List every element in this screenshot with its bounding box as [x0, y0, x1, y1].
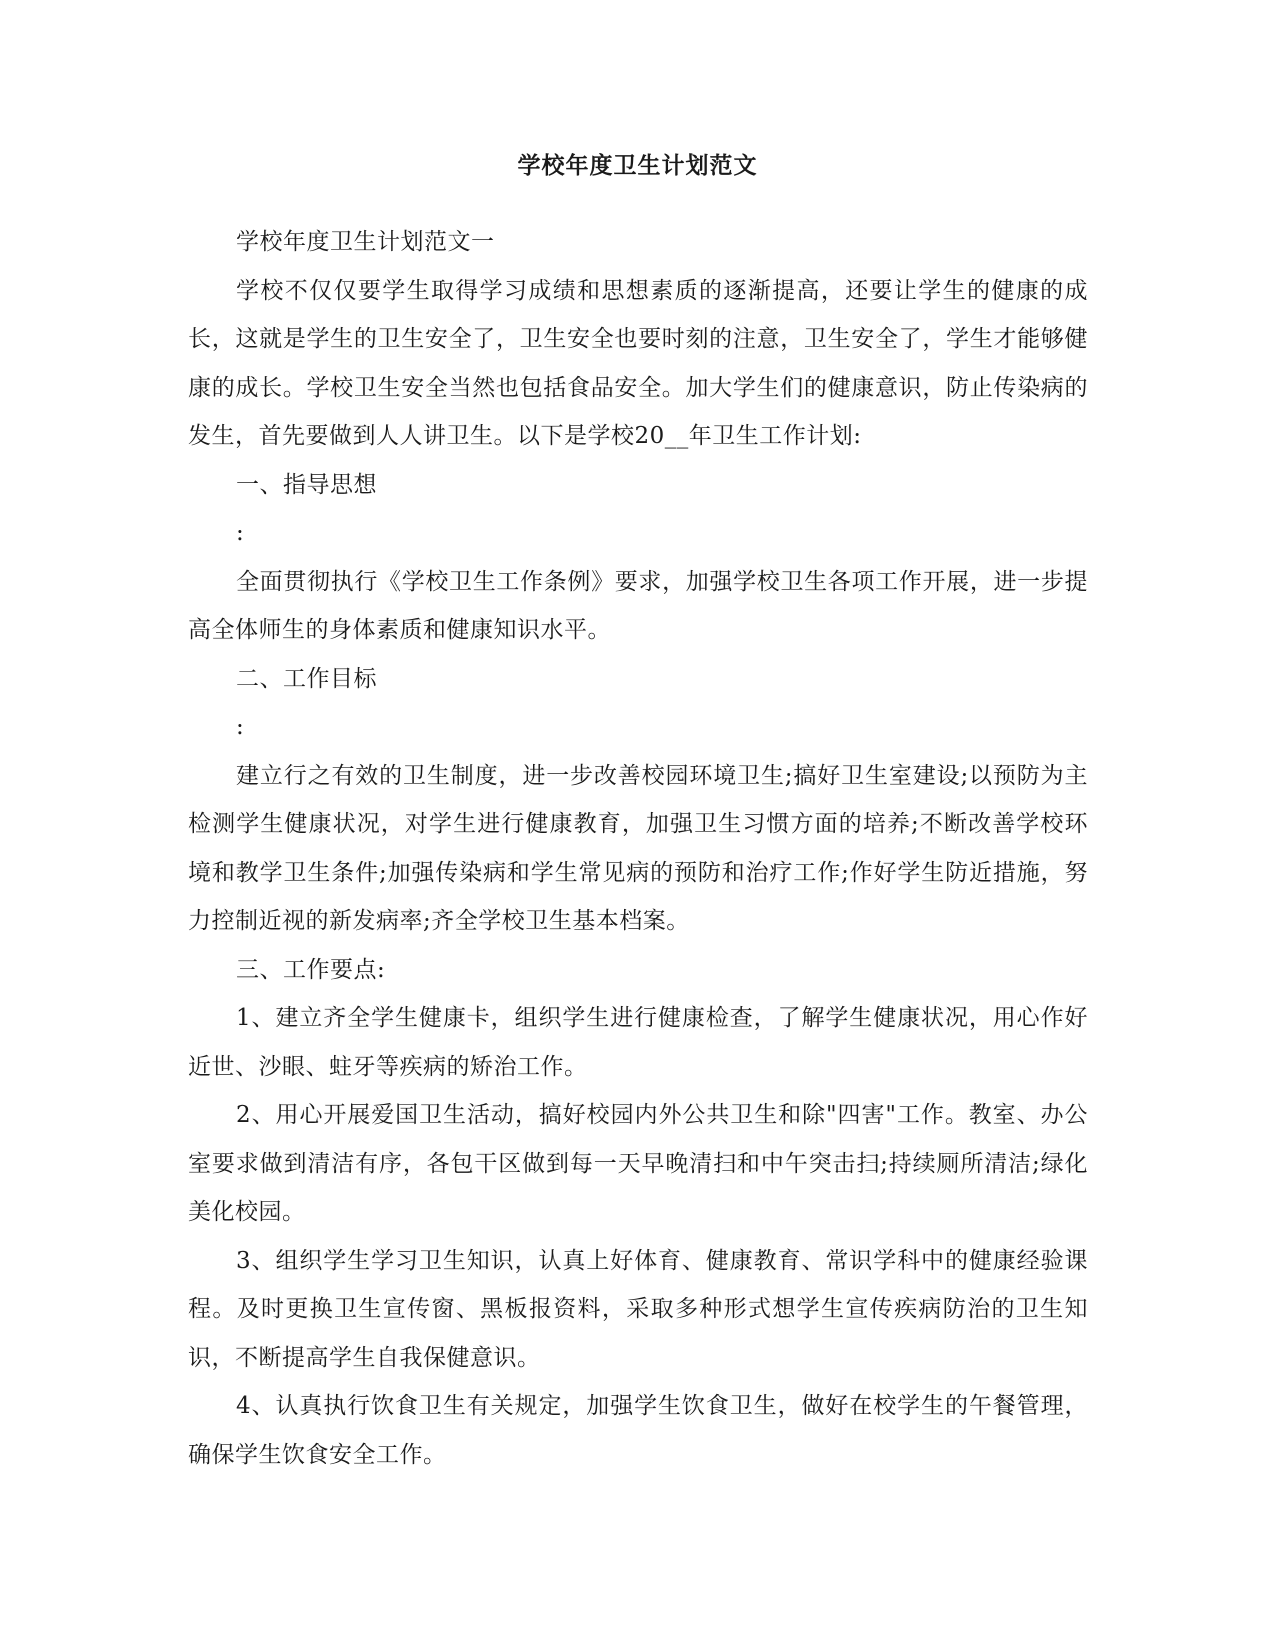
intro-paragraph: 学校不仅仅要学生取得学习成绩和思想素质的逐渐提高，还要让学生的健康的成长，这就是学生的卫生安全了，卫生安全也要时刻的注意，卫生安全了，学生才能够健康的成长。学校卫生安全当然也包括食品安全。加大学生们的健康意识，防止传染病的发生，首先要做到人人讲卫生。以下是学校20__年卫生工作计划:: [188, 277, 1088, 449]
work-goals-paragraph: 建立行之有效的卫生制度，进一步改善校园环境卫生;搞好卫生室建设;以预防为主检测学生健康状况，对学生进行健康教育，加强卫生习惯方面的培养;不断改善学校环境和教学卫生条件;加强传染病和学生常见病的预防和治疗工作;作好学生防近措施，努力控制近视的新发病率;齐全学校卫生基本档案。: [188, 762, 1088, 934]
document-title: 学校年度卫生计划范文: [517, 152, 758, 179]
colon-line: :: [236, 520, 244, 546]
heading-work-goals: 二、工作目标: [236, 665, 377, 692]
work-point-2: 2、用心开展爱国卫生活动，搞好校园内外公共卫生和除"四害"工作。教室、办公室要求做到清洁有序，各包干区做到每一天早晚清扫和中午突击扫;持续厕所清洁;绿化美化校园。: [188, 1102, 1088, 1225]
heading-work-points: 三、工作要点:: [236, 956, 386, 983]
work-point-4: 4、认真执行饮食卫生有关规定，加强学生饮食卫生，做好在校学生的午餐管理，确保学生饮食安全工作。: [188, 1393, 1088, 1468]
colon-line: :: [236, 714, 244, 740]
work-point-1: 1、建立齐全学生健康卡，组织学生进行健康检查，了解学生健康状况，用心作好近世、沙眼、蛀牙等疾病的矫治工作。: [188, 1005, 1088, 1080]
work-point-3: 3、组织学生学习卫生知识，认真上好体育、健康教育、常识学科中的健康经验课程。及时更换卫生宣传窗、黑板报资料，采取多种形式想学生宣传疾病防治的卫生知识，不断提高学生自我保健意识。: [188, 1247, 1088, 1371]
document-body: [188, 218, 1088, 1479]
heading-guiding-ideology: 一、指导思想: [236, 471, 377, 498]
section-subtitle: 学校年度卫生计划范文一: [236, 229, 495, 255]
guiding-ideology-paragraph: 全面贯彻执行《学校卫生工作条例》要求，加强学校卫生各项工作开展，进一步提高全体师生的身体素质和健康知识水平。: [188, 568, 1088, 643]
